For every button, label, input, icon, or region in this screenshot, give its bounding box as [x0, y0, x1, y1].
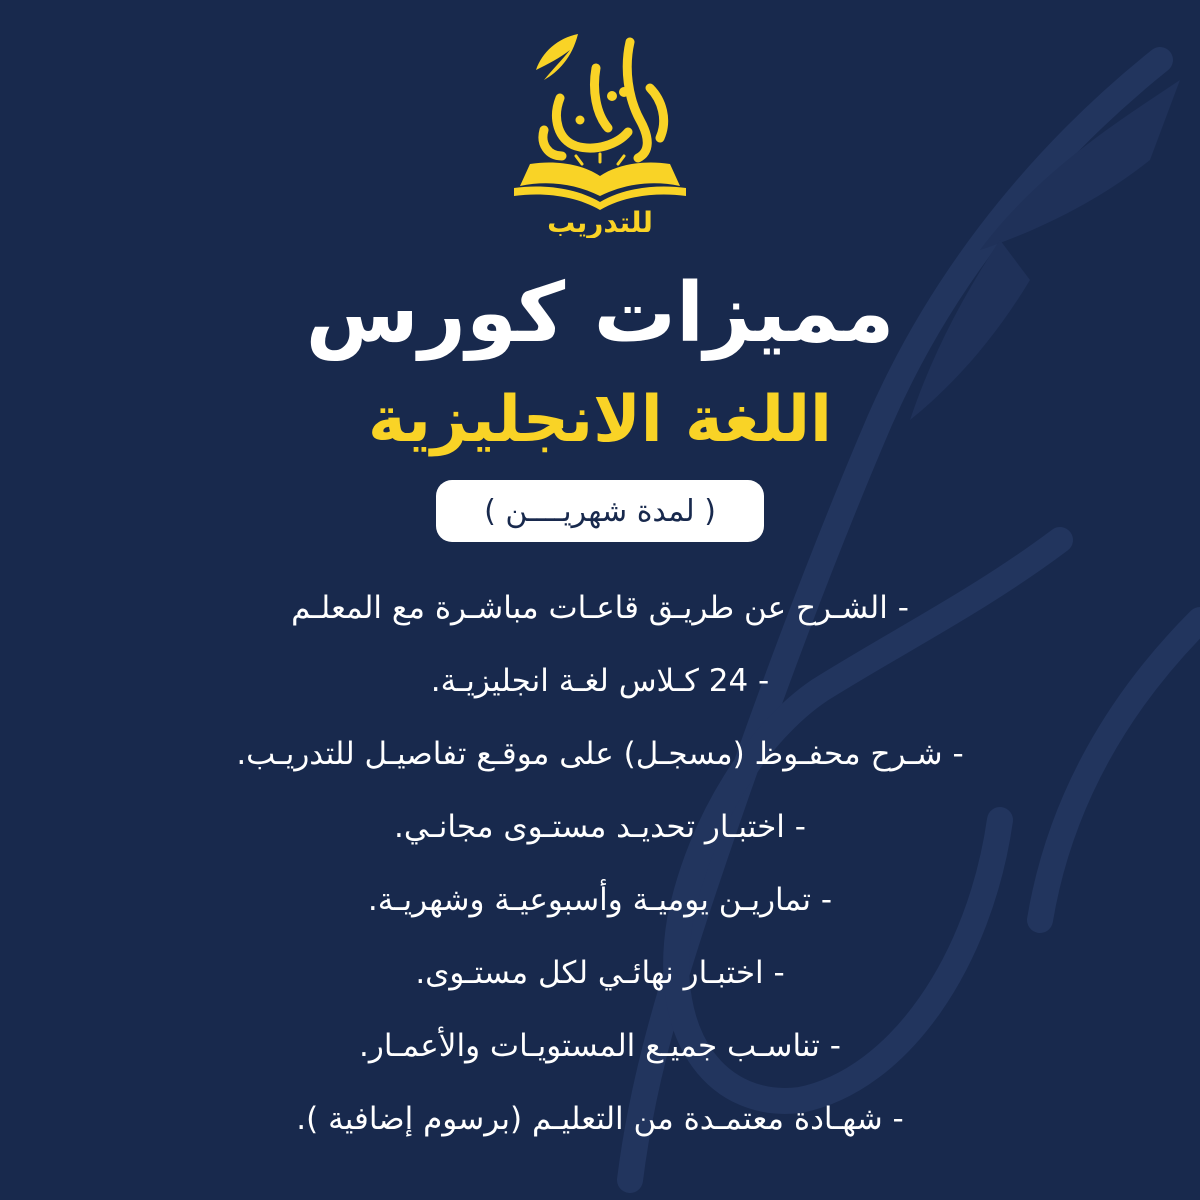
duration-label: ( لمدة شهريــــن )	[484, 493, 716, 529]
quill-icon	[536, 34, 578, 80]
feature-item: - الشـرح عن طريـق قاعـات مباشـرة مع المعلـم	[291, 590, 909, 626]
duration-badge	[436, 480, 764, 542]
feature-item: - شهـادة معتمـدة من التعليـم (برسوم إضافية ).	[296, 1101, 904, 1137]
feature-item: - تماريـن يوميـة وأسبوعيـة وشهريـة.	[367, 882, 833, 918]
page-title: مميزات كورس	[305, 266, 895, 361]
feature-item: - اختبـار تحديـد مستـوى مجانـي.	[394, 809, 806, 845]
logo-tagline: للتدريب	[547, 206, 653, 238]
course-name-subtitle: اللغة الانجليزية	[368, 383, 832, 457]
feature-item: - اختبـار نهائـي لكل مستـوى.	[415, 955, 785, 991]
features-list	[60, 572, 1140, 1156]
brand-logo	[500, 28, 700, 238]
feature-item: - تناسـب جميـع المستويـات والأعمـار.	[359, 1028, 841, 1064]
feature-item: - شـرح محفـوظ (مسجـل) على موقـع تفاصيـل للتدريـب.	[236, 736, 964, 772]
feature-item: - 24 كـلاس لغـة انجليزيـة.	[430, 663, 770, 699]
